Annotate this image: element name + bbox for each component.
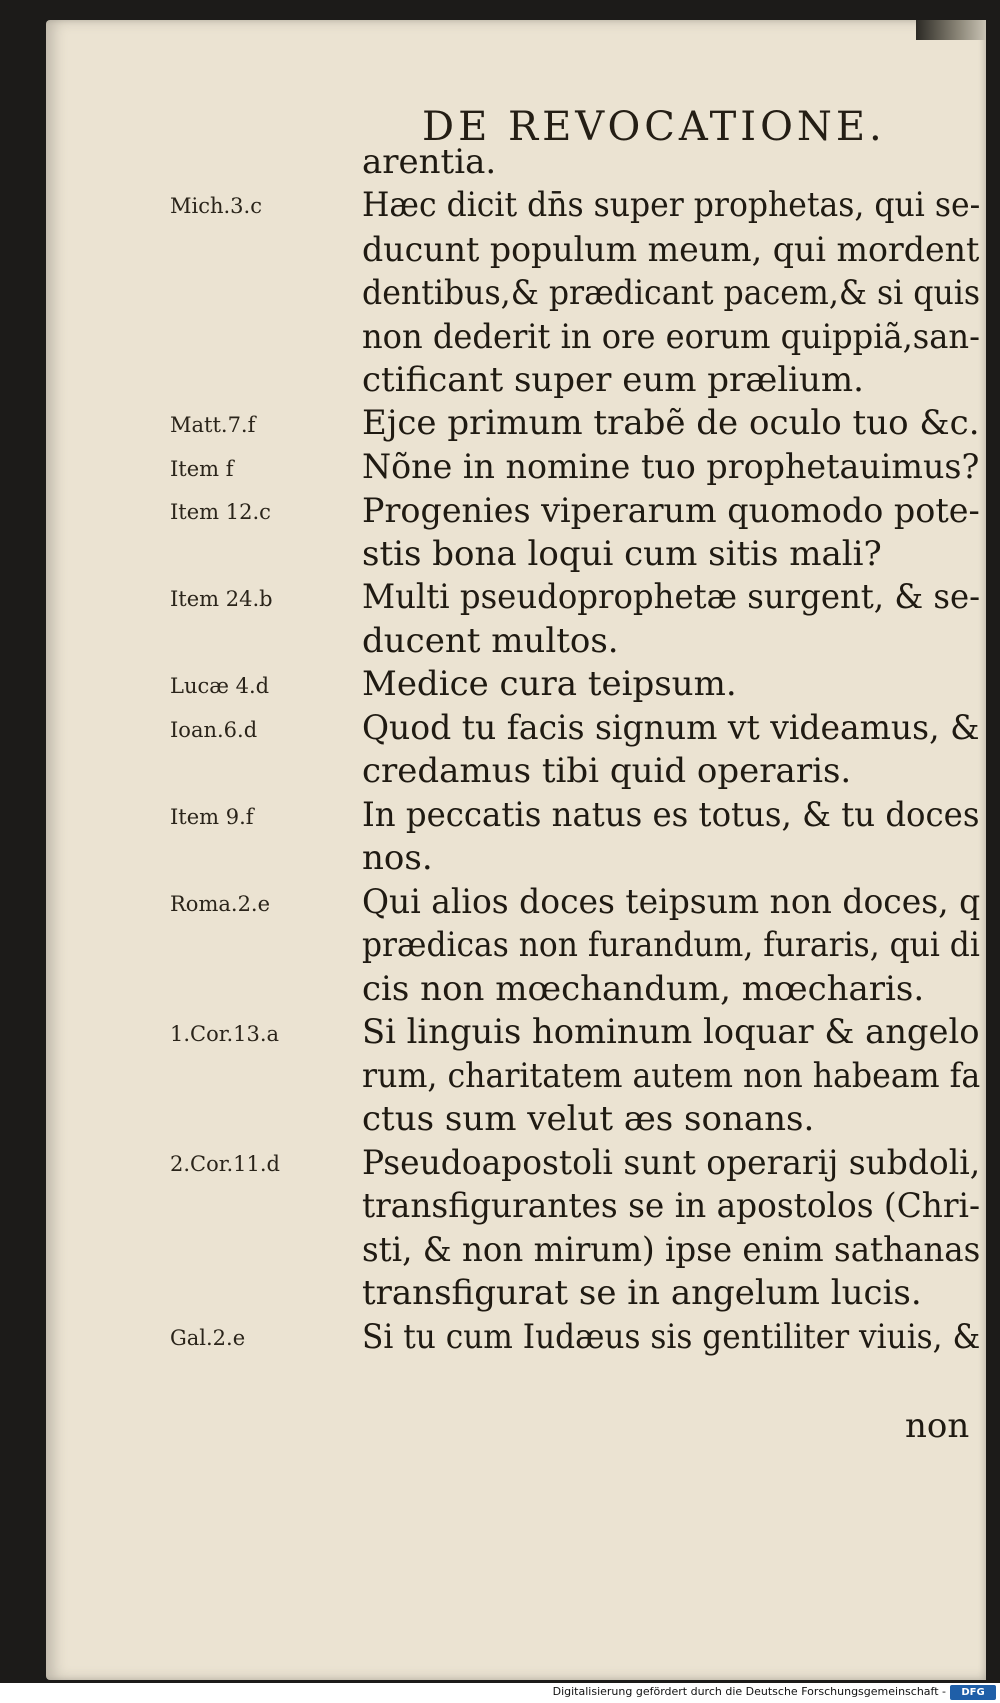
footer-bar (0, 1683, 1000, 1703)
margin-reference: 1.Cor.13.a (170, 1022, 280, 1046)
margin-reference: Item 9.f (170, 805, 254, 829)
text-line: stis bona loqui cum sitis mali? (362, 534, 882, 574)
margin-reference: Roma.2.e (170, 892, 271, 916)
text-line: transfigurantes se in apostolos (Chri- (362, 1186, 981, 1226)
text-line: ducunt populum meum, qui mordent (362, 230, 980, 270)
book-page (46, 20, 986, 1680)
page-corner (916, 20, 986, 40)
text-line: credamus tibi quid operaris. (362, 751, 852, 791)
margin-reference: Item 12.c (170, 500, 271, 524)
margin-reference: Ioan.6.d (170, 718, 258, 742)
margin-reference: Item 24.b (170, 587, 273, 611)
text-line: Hæc dicit dn̄s super prophetas, qui se- (362, 185, 981, 225)
margin-reference: Mich.3.c (170, 194, 262, 218)
margin-reference: Matt.7.f (170, 413, 256, 437)
running-head: DE REVOCATIONE. (422, 104, 886, 150)
text-line: transfigurat se in angelum lucis. (362, 1273, 922, 1313)
text-line: Quod tu facis signum vt videamus, & (362, 708, 980, 748)
margin-reference: Lucæ 4.d (170, 674, 270, 698)
text-line: arentia. (362, 142, 497, 182)
text-line: non dederit in ore eorum quippiã,san- (362, 317, 980, 357)
text-line: rum, charitatem autem non habeam fa (362, 1056, 981, 1096)
text-line: Si tu cum Iudæus sis gentiliter viuis, & (362, 1317, 981, 1357)
margin-reference: 2.Cor.11.d (170, 1152, 280, 1176)
margin-reference: Gal.2.e (170, 1326, 246, 1350)
text-line: dentibus,& prædicant pacem,& si quis (362, 273, 981, 313)
margin-reference: Item f (170, 457, 234, 481)
text-line: ctificant super eum prælium. (362, 360, 864, 400)
text-line: In peccatis natus es totus, & tu doces (362, 795, 980, 835)
text-line: Nõne in nomine tuo prophetauimus? (362, 447, 980, 487)
text-line: nos. (362, 838, 433, 878)
text-line: Qui alios doces teipsum non doces, q (362, 882, 981, 922)
text-line: Si linguis hominum loquar & angelo (362, 1012, 980, 1052)
text-line: Medice cura teipsum. (362, 664, 737, 704)
text-line: Ejce primum trabẽ de oculo tuo &c. (362, 403, 980, 443)
text-line: Pseudoapostoli sunt operarij subdoli, (362, 1143, 981, 1183)
dfg-logo[interactable]: DFG (950, 1685, 996, 1700)
text-line: cis non mœchandum, mœcharis. (362, 969, 925, 1009)
text-line: Multi pseudoprophetæ surgent, & se- (362, 577, 981, 617)
text-line: ducent multos. (362, 621, 619, 661)
text-line: sti, & non mirum) ipse enim sathanas (362, 1230, 981, 1270)
text-line: ctus sum velut æs sonans. (362, 1099, 815, 1139)
footer-credit: Digitalisierung gefördert durch die Deutsche Forschungsgemeinschaft - (552, 1685, 946, 1698)
text-line: prædicas non furandum, furaris, qui di (362, 925, 980, 965)
text-line: Progenies viperarum quomodo pote- (362, 491, 980, 531)
catchword: non (905, 1406, 970, 1446)
